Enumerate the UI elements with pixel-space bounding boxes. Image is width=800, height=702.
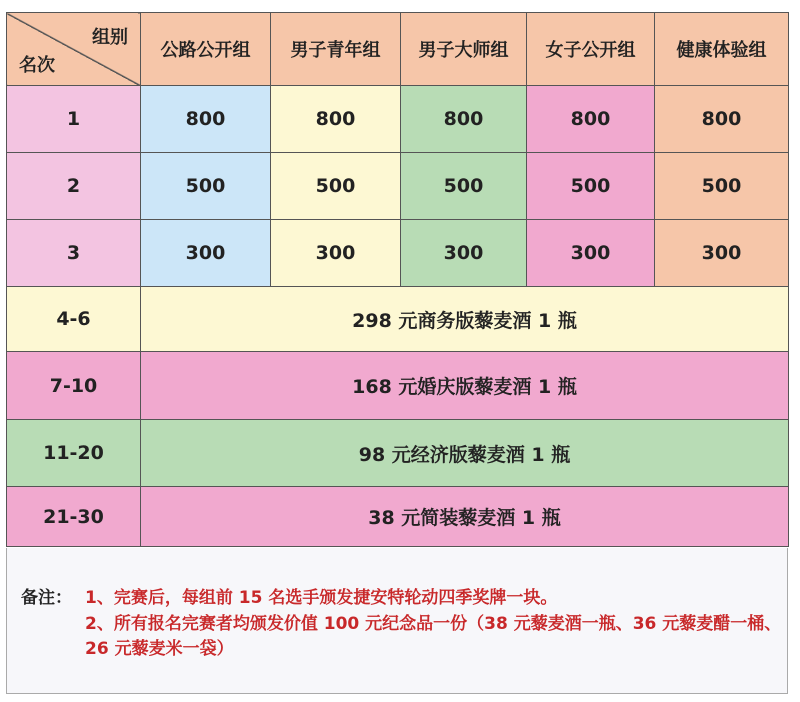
rank-range-cell: 7-10 [7,352,141,420]
group-axis-label: 组别 [92,27,128,48]
prize-row [7,352,789,420]
prize-value-cell: 800 [401,86,527,153]
prize-description: 298 元商务版藜麦酒 1 瓶 [141,287,789,352]
note-line-2: 2、所有报名完赛者均颁发价值 100 元纪念品一份（38 元藜麦酒一瓶、36 元藜麦醋一桶、26 元藜麦米一袋） [85,614,782,659]
prize-row [7,287,789,352]
rank-range-cell: 11-20 [7,420,141,487]
notes-label: 备注： [21,588,72,608]
prize-row [7,487,789,547]
notes-box [6,548,788,694]
prize-description: 38 元简装藜麦酒 1 瓶 [141,487,789,547]
prize-value-cell: 800 [527,86,655,153]
prize-value-cell: 500 [655,153,789,220]
group-header-road: 公路公开组 [141,13,271,86]
rank-cell: 3 [7,220,141,287]
note-line-1: 1、完赛后，每组前 15 名选手颁发捷安特轮动四季奖牌一块。 [85,588,558,608]
rank-range-cell: 4-6 [7,287,141,352]
prize-value-cell: 500 [141,153,271,220]
prize-value-cell: 500 [401,153,527,220]
rank-cell: 1 [7,86,141,153]
prize-value-cell: 800 [271,86,401,153]
prize-value-cell: 300 [655,220,789,287]
table-row [7,220,789,287]
prize-value-cell: 300 [271,220,401,287]
group-header-women: 女子公开组 [527,13,655,86]
prize-value-cell: 300 [141,220,271,287]
prize-value-cell: 800 [141,86,271,153]
rank-range-cell: 21-30 [7,487,141,547]
prize-description: 98 元经济版藜麦酒 1 瓶 [141,420,789,487]
prize-table [6,12,789,547]
group-header-youth: 男子青年组 [271,13,401,86]
prize-row [7,420,789,487]
prize-value-cell: 800 [655,86,789,153]
table-row [7,86,789,153]
prize-value-cell: 300 [527,220,655,287]
rank-axis-label: 名次 [19,55,55,76]
prize-value-cell: 500 [527,153,655,220]
group-header-master: 男子大师组 [401,13,527,86]
prize-description: 168 元婚庆版藜麦酒 1 瓶 [141,352,789,420]
table-row [7,153,789,220]
rank-cell: 2 [7,153,141,220]
header-row [7,13,789,86]
header-corner-cell [7,13,141,86]
prize-value-cell: 500 [271,153,401,220]
group-header-health: 健康体验组 [655,13,789,86]
prize-value-cell: 300 [401,220,527,287]
